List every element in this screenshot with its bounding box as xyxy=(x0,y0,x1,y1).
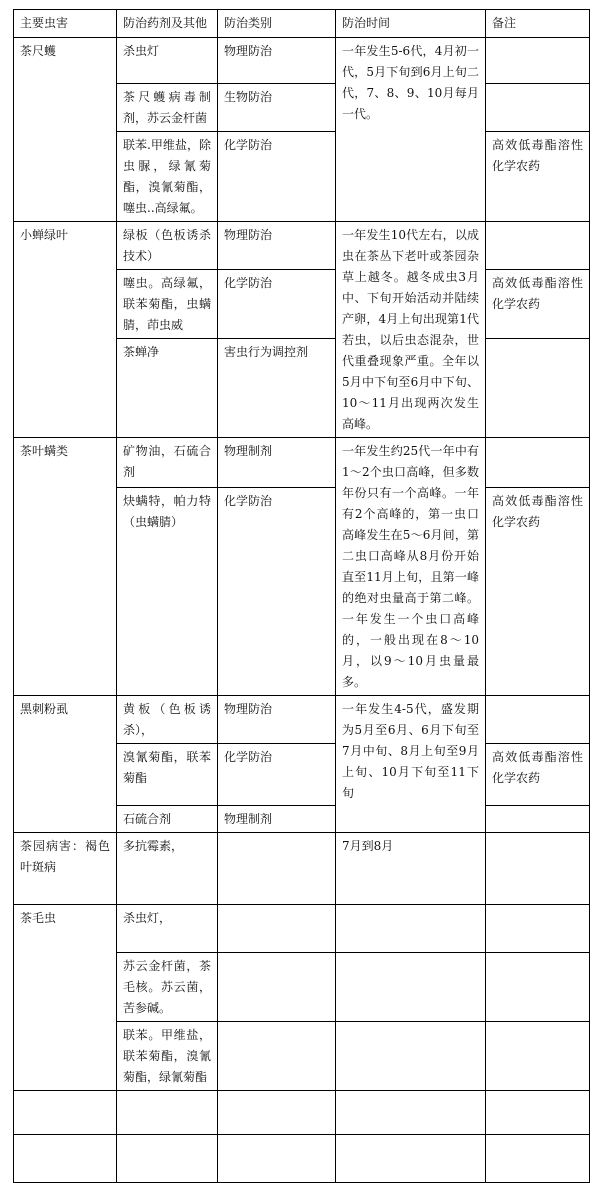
agent-cell: 噻虫。高绿氟，联苯菊酯，虫螨腈，茚虫威 xyxy=(117,270,218,339)
note-cell xyxy=(486,905,590,953)
time-cell: 7月到8月 xyxy=(336,833,486,905)
category-cell xyxy=(218,953,336,1022)
agent-cell: 苏云金杆菌，茶毛核。苏云菌，苦参碱。 xyxy=(117,953,218,1022)
table-row xyxy=(14,1135,590,1183)
agent-cell: 联苯。甲维盐，联苯菊酯，溴氰菊酯，绿氰菊酯 xyxy=(117,1022,218,1091)
category-cell: 化学防治 xyxy=(218,487,336,695)
pest-name: 茶园病害：褐色叶斑病 xyxy=(14,833,117,905)
note-cell xyxy=(486,438,590,488)
note-cell xyxy=(486,696,590,744)
agent-cell: 溴氰菊酯，联苯菊酯 xyxy=(117,744,218,806)
empty-cell xyxy=(117,1091,218,1135)
agent-cell: 炔螨特，帕力特（虫螨腈） xyxy=(117,487,218,695)
category-cell xyxy=(218,905,336,953)
agent-cell: 杀虫灯 xyxy=(117,38,218,84)
note-cell xyxy=(486,806,590,833)
header-agent: 防治药剂及其他 xyxy=(117,10,218,38)
table-row xyxy=(14,905,590,953)
note-cell xyxy=(486,1022,590,1091)
category-cell: 化学防治 xyxy=(218,132,336,222)
empty-cell xyxy=(218,1091,336,1135)
note-cell: 高效低毒酯溶性化学农药 xyxy=(486,744,590,806)
category-cell: 化学防治 xyxy=(218,744,336,806)
agent-cell: 茶蝉净 xyxy=(117,339,218,438)
agent-cell: 多抗霉素， xyxy=(117,833,218,905)
category-cell: 物理防治 xyxy=(218,38,336,84)
agent-cell: 石硫合剂 xyxy=(117,806,218,833)
category-cell: 害虫行为调控剂 xyxy=(218,339,336,438)
note-cell xyxy=(486,222,590,270)
agent-cell: 绿板（色板诱杀技术） xyxy=(117,222,218,270)
pest-name: 茶尺蠖 xyxy=(14,38,117,222)
empty-cell xyxy=(336,1135,486,1183)
header-note: 备注 xyxy=(486,10,590,38)
table-header-row xyxy=(14,10,590,38)
note-cell: 高效低毒酯溶性化学农药 xyxy=(486,270,590,339)
agent-cell: 联苯.甲维盐，除虫脲，绿氰菊酯，溴氰菊酯，噻虫..高绿氟。 xyxy=(117,132,218,222)
category-cell: 物理防治 xyxy=(218,696,336,744)
pest-name: 小蝉绿叶 xyxy=(14,222,117,438)
time-cell: 一年发生10代左右，以成虫在茶丛下老叶或茶园杂草上越冬。越冬成虫3月中、下旬开始活动并陆续产卵，4月上旬出现第1代若虫，以后虫态混杂，世代重叠现象严重。全年以5月中下旬至6月中下旬、10～11月出现两次发生高峰。 xyxy=(336,222,486,438)
note-cell xyxy=(486,833,590,905)
agent-cell: 杀虫灯， xyxy=(117,905,218,953)
note-cell xyxy=(486,38,590,84)
category-cell: 物理制剂 xyxy=(218,806,336,833)
time-cell xyxy=(336,905,486,953)
header-time: 防治时间 xyxy=(336,10,486,38)
agent-cell: 矿物油，石硫合剂 xyxy=(117,438,218,488)
pest-name: 黑刺粉虱 xyxy=(14,696,117,833)
time-cell xyxy=(336,953,486,1022)
note-cell: 高效低毒酯溶性化学农药 xyxy=(486,487,590,695)
empty-cell xyxy=(14,1091,117,1135)
table-row xyxy=(14,833,590,905)
pest-control-table xyxy=(13,9,590,1183)
table-row xyxy=(14,1091,590,1135)
note-cell: 高效低毒酯溶性化学农药 xyxy=(486,132,590,222)
table-row xyxy=(14,38,590,84)
category-cell: 物理防治 xyxy=(218,222,336,270)
empty-cell xyxy=(14,1135,117,1183)
pest-name: 茶毛虫 xyxy=(14,905,117,1091)
time-cell: 一年发生4-5代，盛发期为5月至6月、6月下旬至7月中旬、8月上旬至9月上旬、10月下旬至11下旬 xyxy=(336,696,486,833)
category-cell: 物理制剂 xyxy=(218,438,336,488)
note-cell xyxy=(486,84,590,132)
note-cell xyxy=(486,953,590,1022)
header-category: 防治类别 xyxy=(218,10,336,38)
agent-cell: 茶尺蠖病毒制剂，苏云金杆菌 xyxy=(117,84,218,132)
empty-cell xyxy=(486,1091,590,1135)
empty-cell xyxy=(336,1091,486,1135)
table-row xyxy=(14,438,590,488)
category-cell xyxy=(218,1022,336,1091)
category-cell: 化学防治 xyxy=(218,270,336,339)
note-cell xyxy=(486,339,590,438)
time-cell xyxy=(336,1022,486,1091)
category-cell xyxy=(218,833,336,905)
table-row xyxy=(14,696,590,744)
time-cell: 一年发生5-6代，4月初一代，5月下旬到6月上旬二代，7、8、9、10月每月一代。 xyxy=(336,38,486,222)
empty-cell xyxy=(218,1135,336,1183)
empty-cell xyxy=(117,1135,218,1183)
pest-name: 茶叶螨类 xyxy=(14,438,117,696)
empty-cell xyxy=(486,1135,590,1183)
category-cell: 生物防治 xyxy=(218,84,336,132)
time-cell: 一年发生约25代一年中有1～2个虫口高峰，但多数年份只有一个高峰。一年有2个高峰的，第一虫口高峰发生在5～6月间，第二虫口高峰从8月份开始直至11月上旬，且第一峰的绝对虫量高于第二峰。一年发生一个虫口高峰的，一般出现在8～10月，以9～10月虫量最多。 xyxy=(336,438,486,696)
table-row xyxy=(14,222,590,270)
agent-cell: 黄板（色板诱杀）， xyxy=(117,696,218,744)
header-pest: 主要虫害 xyxy=(14,10,117,38)
